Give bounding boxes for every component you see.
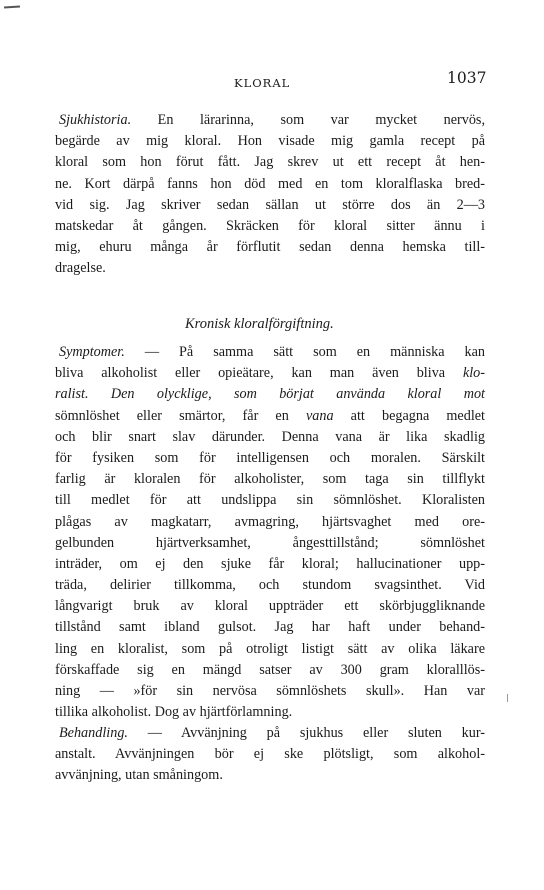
print-mark	[507, 694, 508, 702]
text-line: för fysiken som för intelligensen och moralen. Särskilt	[55, 449, 485, 466]
text-line: dragelse.	[55, 260, 106, 277]
text-line: begärde av mig kloral. Hon visade mig gamla recept på	[55, 133, 485, 150]
text-line: mig, ehuru många år förflutit sedan denna hemska till-	[55, 239, 485, 256]
text-line: matskedar åt gången. Skräcken för kloral sitter ännu i	[55, 217, 485, 234]
text-line: avvänjning, utan småningom.	[55, 767, 223, 784]
text-line: Symptomer. — På samma sätt som en människa kan	[59, 344, 485, 360]
text-line: långvarigt bruk av kloral uppträder ett skörbjuggliknande	[55, 598, 485, 615]
text-line: anstalt. Avvänjningen bör ej ske plötsligt, som alkohol-	[55, 746, 485, 763]
print-mark	[4, 5, 20, 8]
symptoms-lead: Symptomer.	[59, 344, 125, 360]
case-history-lead: Sjukhistoria.	[59, 112, 132, 128]
text-line: ling en kloralist, som på otroligt listigt sätt av olika läkare	[55, 640, 485, 657]
text-line: inträder, om ej den sjuke får kloral; hallucinationer upp-	[55, 555, 485, 572]
text-line: farlig är kloralen för alkoholister, som taga sin tillflykt	[55, 471, 485, 488]
text-line: och blir snart slav därunder. Denna vana är lika skadlig	[55, 428, 485, 445]
case-history-paragraph	[55, 110, 485, 280]
text-line: ne. Kort därpå fanns hon död med en tom kloralflaska bred-	[55, 175, 485, 192]
treatment-lead: Behandling.	[59, 725, 128, 741]
text-line: Sjukhistoria. En lärarinna, som var mycket nervös,	[59, 112, 485, 128]
text-line: vid sig. Jag skriver sedan sällan ut större dos än 2—3	[55, 196, 485, 213]
text-line: ralist. Den olycklige, som börjat använda kloral mot	[55, 386, 485, 403]
text-line: ning — »för sin nervösa sömnlöshets skull». Han var	[55, 683, 485, 699]
treatment-paragraph	[55, 723, 485, 787]
text-line: Behandling. — Avvänjning på sjukhus eller sluten kur-	[59, 725, 485, 741]
text-line: tillika alkoholist. Dog av hjärtförlamning.	[55, 704, 293, 721]
text-line: sömnlöshet eller smärtor, får en vana att begagna medlet	[55, 407, 485, 424]
text-line: gelbunden hjärtverksamhet, ångesttillstånd; sömnlöshet	[55, 534, 485, 551]
section-heading: Kronisk kloralförgiftning.	[185, 316, 334, 332]
text-line: förskaffade sig en mängd satser av 300 gram kloralllös-	[55, 661, 485, 678]
text-line: träda, delirier tillkomma, och stundom svagsinthet. Vid	[55, 577, 485, 594]
text-line: plågas av magkatarr, avmagring, hjärtsvaghet med ore-	[55, 513, 485, 530]
symptoms-paragraph	[55, 342, 485, 723]
running-header: KLORAL	[234, 76, 291, 90]
text-line: kloral som hon förut fått. Jag skrev ut ett recept åt hen-	[55, 154, 485, 171]
text-line: till medlet för att undslippa sin sömnlöshet. Kloralisten	[55, 492, 485, 509]
page-number: 1037	[447, 69, 487, 87]
text-line: tillstånd samt ibland gulsot. Jag har haft under behand-	[55, 619, 485, 636]
text-line: bliva alkoholist eller opieätare, kan man även bliva klo-	[55, 365, 485, 382]
